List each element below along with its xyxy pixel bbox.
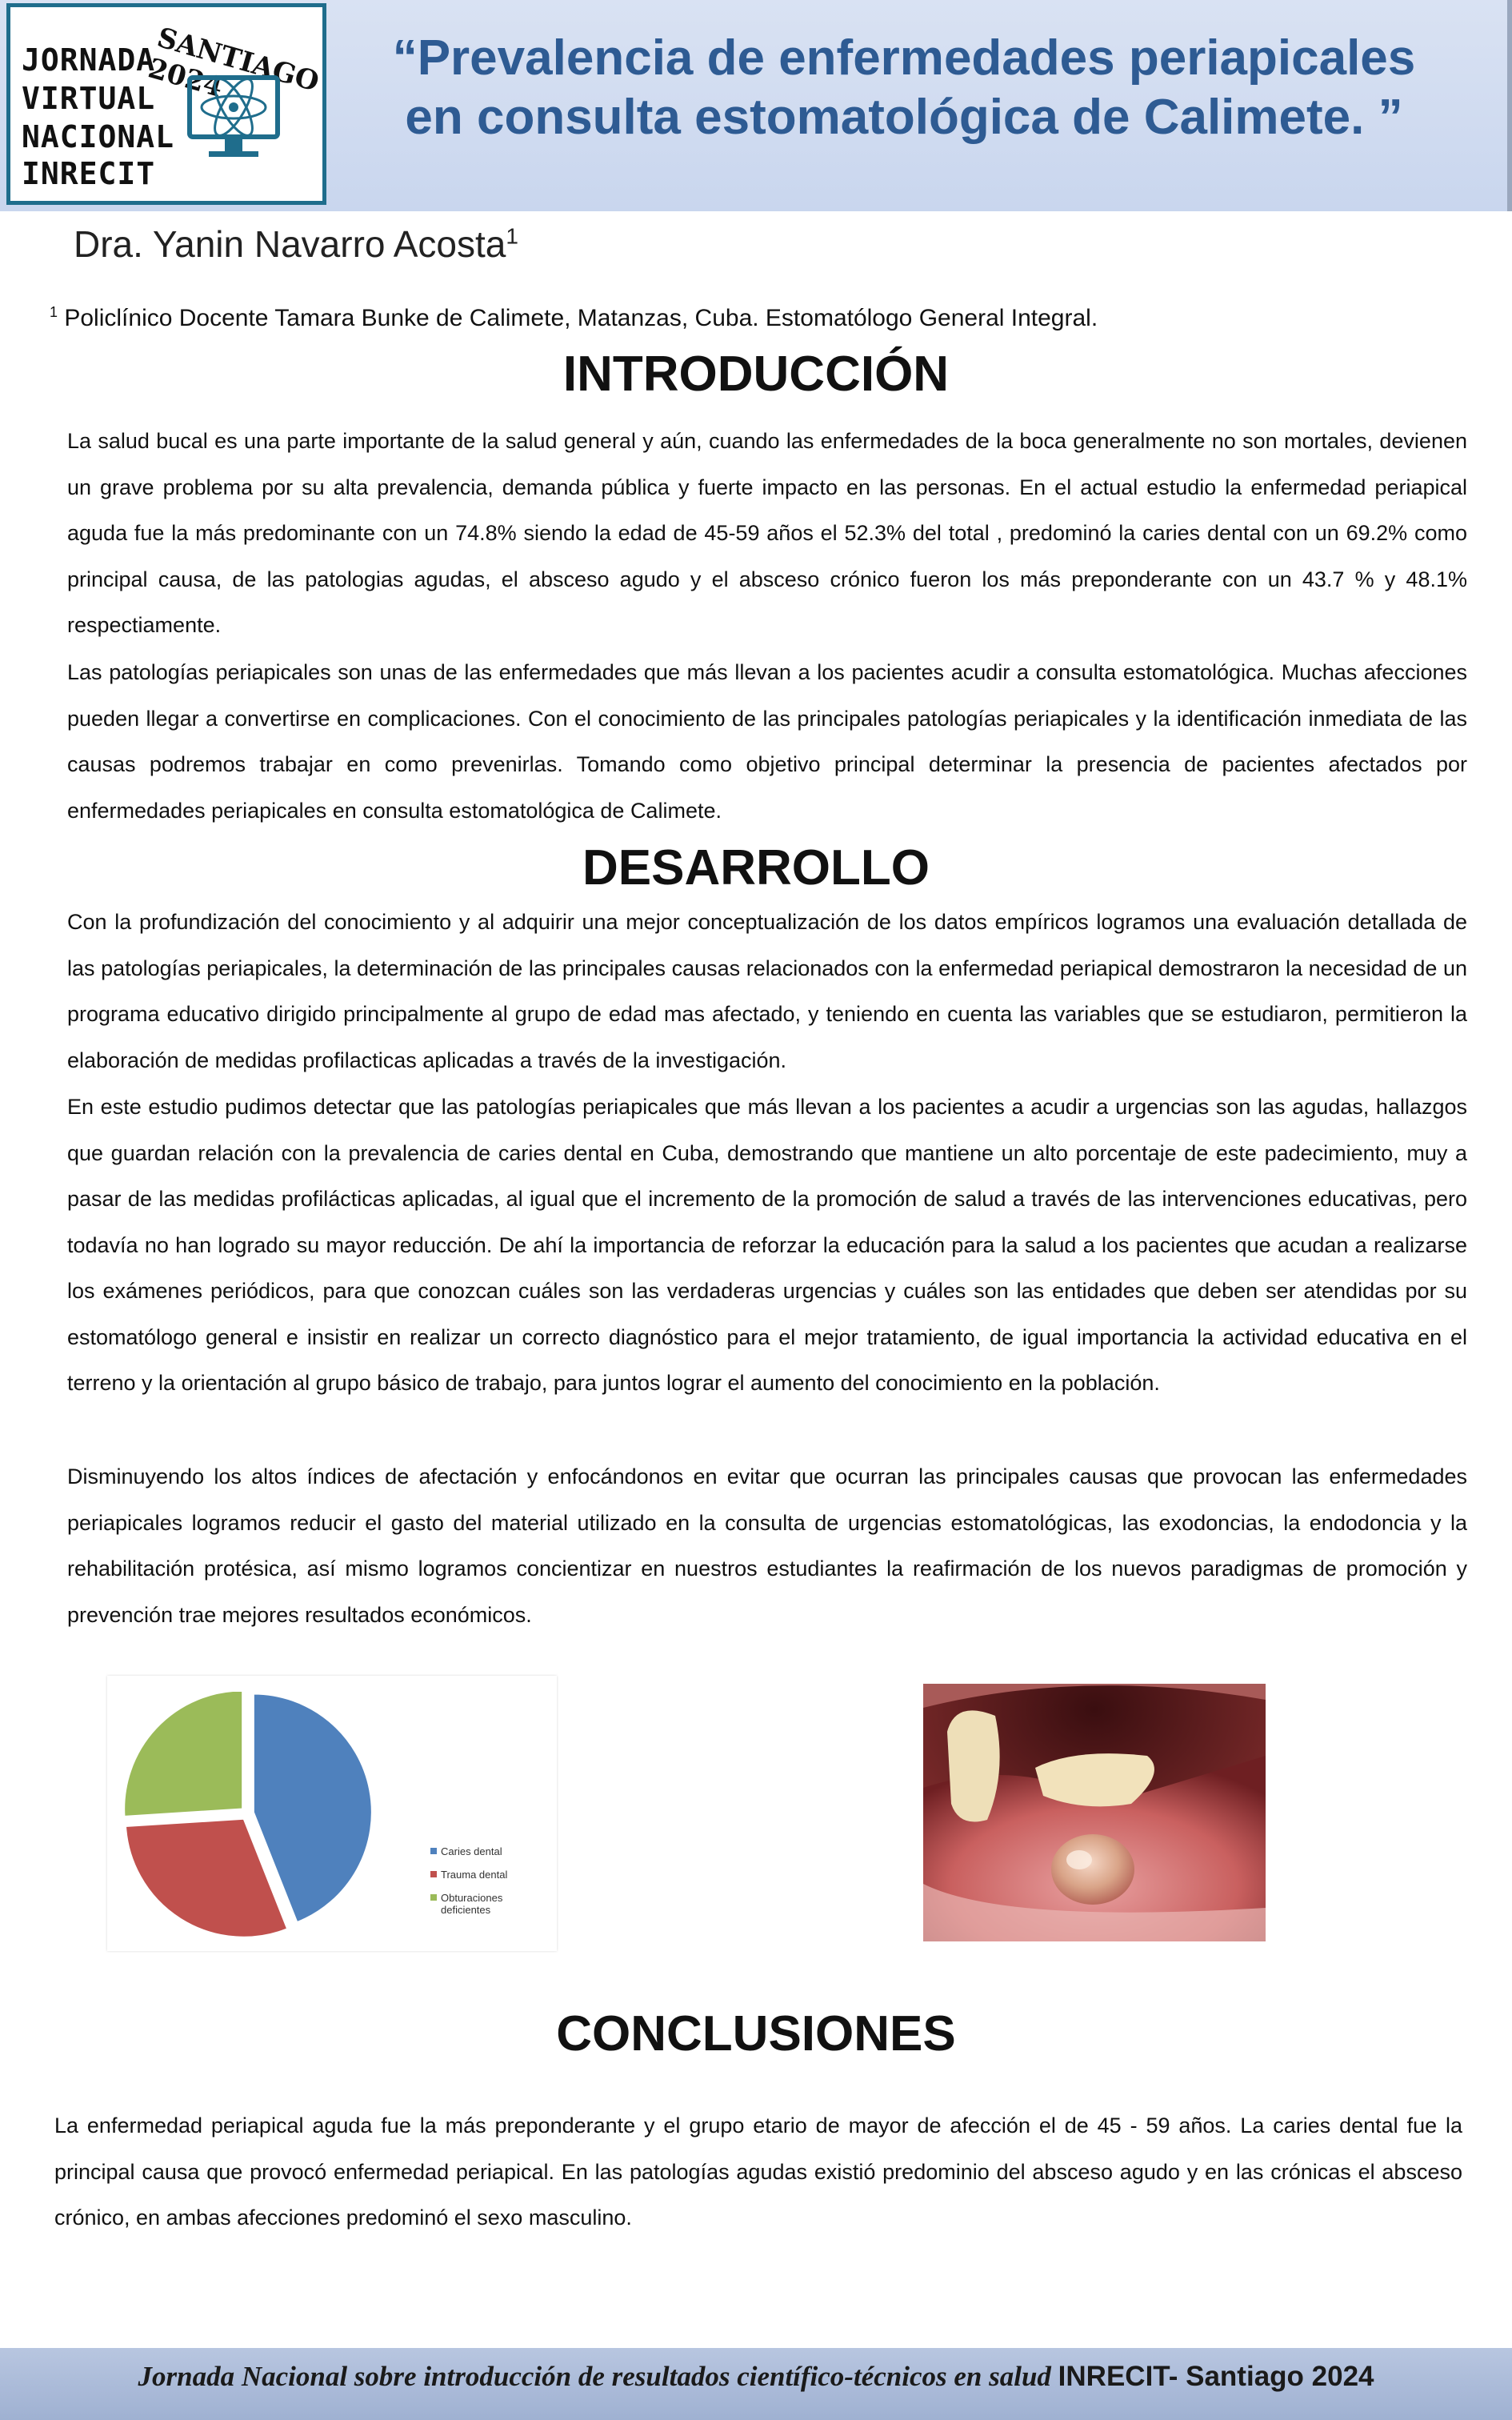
pie-slice-obturaciones-deficientes	[124, 1692, 242, 1817]
clinical-photo-image	[923, 1684, 1266, 1941]
legend-label: Caries dental	[441, 1845, 502, 1857]
desarrollo-paragraph-1: Con la profundización del conocimiento y al adquirir una mejor conceptualización de los datos empíricos logramos una evaluación detallada de las patologías periapicales, la determinación de las principales causas relacionados con la enfermedad periapical demostraron la necesidad de un programa educativo dirigido principalmente al grupo de edad mas afectado, y teniendo en cuenta las variables que se estudiaron, permitieron la elaboración de medidas profilacticas aplicadas a través de la investigación.	[67, 910, 1467, 1072]
author-sup: 1	[506, 223, 518, 249]
introduccion-paragraph-1: La salud bucal es una parte importante de la salud general y aún, cuando las enfermedades de la boca generalmente no son mortales, devienen un grave problema por su alta prevalencia, demanda pública y fuerte impacto en las personas. En el actual estudio la enfermedad periapical aguda fue la más predominante con un 74.8% siendo la edad de 45-59 años el 52.3% del total , predominó la caries dental con un 69.2% como principal causa, de las patologias agudas, el absceso agudo y el absceso crónico fueron los más preponderante con un 43.7 % y 48.1% respectiamente.	[67, 429, 1467, 637]
conclusiones-heading: CONCLUSIONES	[556, 2006, 956, 2061]
legend-swatch	[430, 1848, 437, 1854]
footer-text-strong: INRECIT- Santiago 2024	[1058, 2361, 1374, 2392]
affiliation-text: Policlínico Docente Tamara Bunke de Calimete, Matanzas, Cuba. Estomatólogo General Integral.	[64, 305, 1098, 331]
title-line-2: en consulta estomatológica de Calimete. ”	[405, 90, 1403, 145]
legend-swatch	[430, 1894, 437, 1901]
logo-line-2: VIRTUAL	[22, 81, 156, 116]
desarrollo-paragraph-3: Disminuyendo los altos índices de afectación y enfocándonos en evitar que ocurran las principales causas que provocan las enfermedades periapicales logramos reducir el gasto del material utilizado en la consulta de urgencias estomatológicas, las exodoncias, la endodoncia y la rehabilitación protésica, así mismo logramos concientizar en nuestros estudiantes la reafirmación de los nuevos paradigmas de promoción y prevención trae mejores resultados económicos.	[67, 1464, 1467, 1627]
poster-title	[336, 29, 1472, 147]
clinical-photo	[923, 1684, 1266, 1941]
footer-text-main: Jornada Nacional sobre introducción de resultados científico-técnicos en salud	[138, 2361, 1058, 2392]
logo-line-3: NACIONAL	[22, 119, 175, 154]
causes-pie-chart	[107, 1676, 557, 1951]
legend-item	[430, 1869, 526, 1881]
logo-line-1: JORNADA	[22, 42, 156, 78]
affiliation-sup: 1	[50, 304, 58, 320]
introduccion-paragraph-2: Las patologías periapicales son unas de las enfermedades que más llevan a los pacientes acudir a consulta estomatológica. Muchas afecciones pueden llegar a convertirse en complicaciones. Con el conocimiento de las principales patologías periapicales y la identificación inmediata de las causas podremos trabajar en como prevenirlas. Tomando como objetivo principal determinar la presencia de pacientes afectados por enfermedades periapicales en consulta estomatológica de Calimete.	[67, 660, 1467, 823]
legend-swatch	[430, 1871, 437, 1877]
author-name	[74, 222, 518, 266]
desarrollo-heading: DESARROLLO	[582, 840, 930, 895]
author-name-text: Dra. Yanin Navarro Acosta	[74, 223, 506, 265]
header-edge	[1507, 0, 1512, 211]
footer-text	[0, 2361, 1512, 2393]
pie-chart-svg	[123, 1692, 395, 1940]
logo-arc-text: SANTIAGO 2024	[144, 22, 323, 104]
title-line-1: “Prevalencia de enfermedades periapicales	[392, 30, 1416, 86]
event-logo	[6, 3, 326, 205]
introduccion-heading: INTRODUCCIÓN	[562, 347, 950, 402]
legend-item	[430, 1845, 526, 1857]
legend-label: Trauma dental	[441, 1869, 508, 1881]
conclusiones-paragraph: La enfermedad periapical aguda fue la más preponderante y el grupo etario de mayor de afección el de 45 - 59 años. La caries dental fue la principal causa que provocó enfermedad periapical. En las patologías agudas existió predominio del absceso agudo y en las crónicas el absceso crónico, en ambas afecciones predominó el sexo masculino.	[54, 2113, 1462, 2230]
logo-line-4: INRECIT	[22, 156, 156, 191]
legend-label: Obturaciones deficientes	[441, 1892, 503, 1916]
computer-atom-icon	[180, 63, 300, 167]
legend-item	[430, 1892, 526, 1916]
pie-legend	[430, 1845, 526, 1927]
author-affiliation	[50, 304, 1098, 332]
desarrollo-paragraph-2: En este estudio pudimos detectar que las patologías periapicales que más llevan a los pacientes a acudir a urgencias son las agudas, hallazgos que guardan relación con la prevalencia de caries dental en Cuba, demostrando que mantiene un alto porcentaje de este padecimiento, muy a pasar de las medidas profilácticas aplicadas, al igual que el incremento de la promoción de salud a través de las intervenciones educativas, pero todavía no han logrado su mayor reducción. De ahí la importancia de reforzar la educación para la salud a los pacientes que acudan a realizarse los exámenes periódicos, para que conozcan cuáles son las verdaderas urgencias y cuáles son las entidades que deben ser atendidas por su estomatólogo general e insistir en realizar un correcto diagnóstico para el mejor tratamiento, de igual importancia la actividad educativa en el terreno y la orientación al grupo básico de trabajo, para juntos lograr el aumento del conocimiento en la población.	[67, 1095, 1467, 1395]
